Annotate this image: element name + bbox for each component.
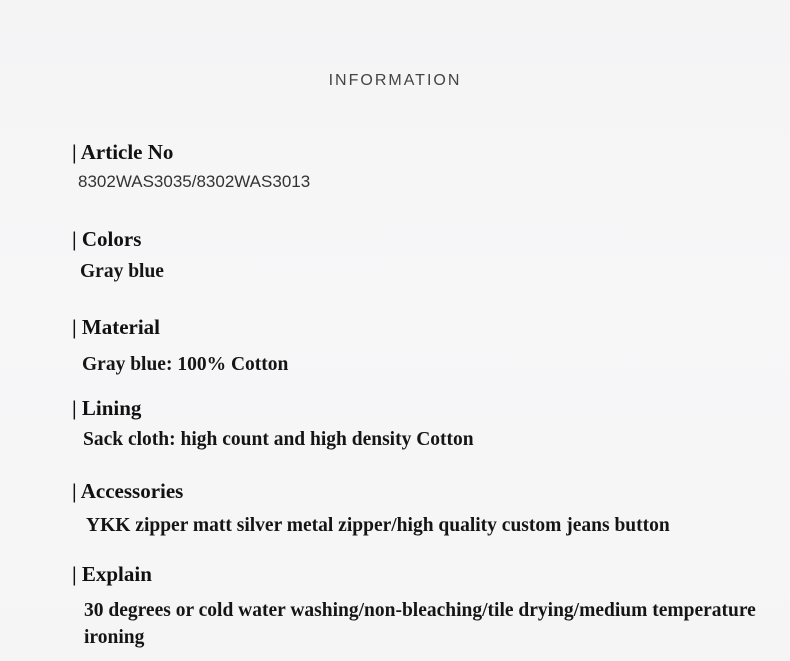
section-article-no — [72, 139, 772, 195]
accessories-value: YKK zipper matt silver metal zipper/high quality custom jeans button — [86, 515, 670, 536]
material-value: Gray blue: 100% Cotton — [82, 354, 289, 375]
colors-heading: | Colors — [72, 227, 142, 251]
lining-heading: | Lining — [72, 396, 142, 420]
lining-value: Sack cloth: high count and high density Cotton — [83, 429, 474, 450]
article-no-heading: | Article No — [72, 140, 174, 164]
section-lining — [72, 395, 772, 453]
accessories-heading: | Accessories — [72, 479, 184, 503]
page-title: INFORMATION — [328, 72, 462, 89]
explain-heading: | Explain — [72, 562, 152, 586]
section-colors — [72, 226, 772, 285]
explain-value: 30 degrees or cold water washing/non-bleaching/tile drying/medium temperature ironing — [84, 600, 756, 648]
section-explain — [72, 561, 772, 651]
article-no-value: 8302WAS3035/8302WAS3013 — [78, 172, 311, 191]
section-accessories — [72, 478, 772, 539]
material-heading: | Material — [72, 315, 160, 339]
section-material — [72, 314, 772, 378]
colors-value: Gray blue — [80, 261, 164, 282]
